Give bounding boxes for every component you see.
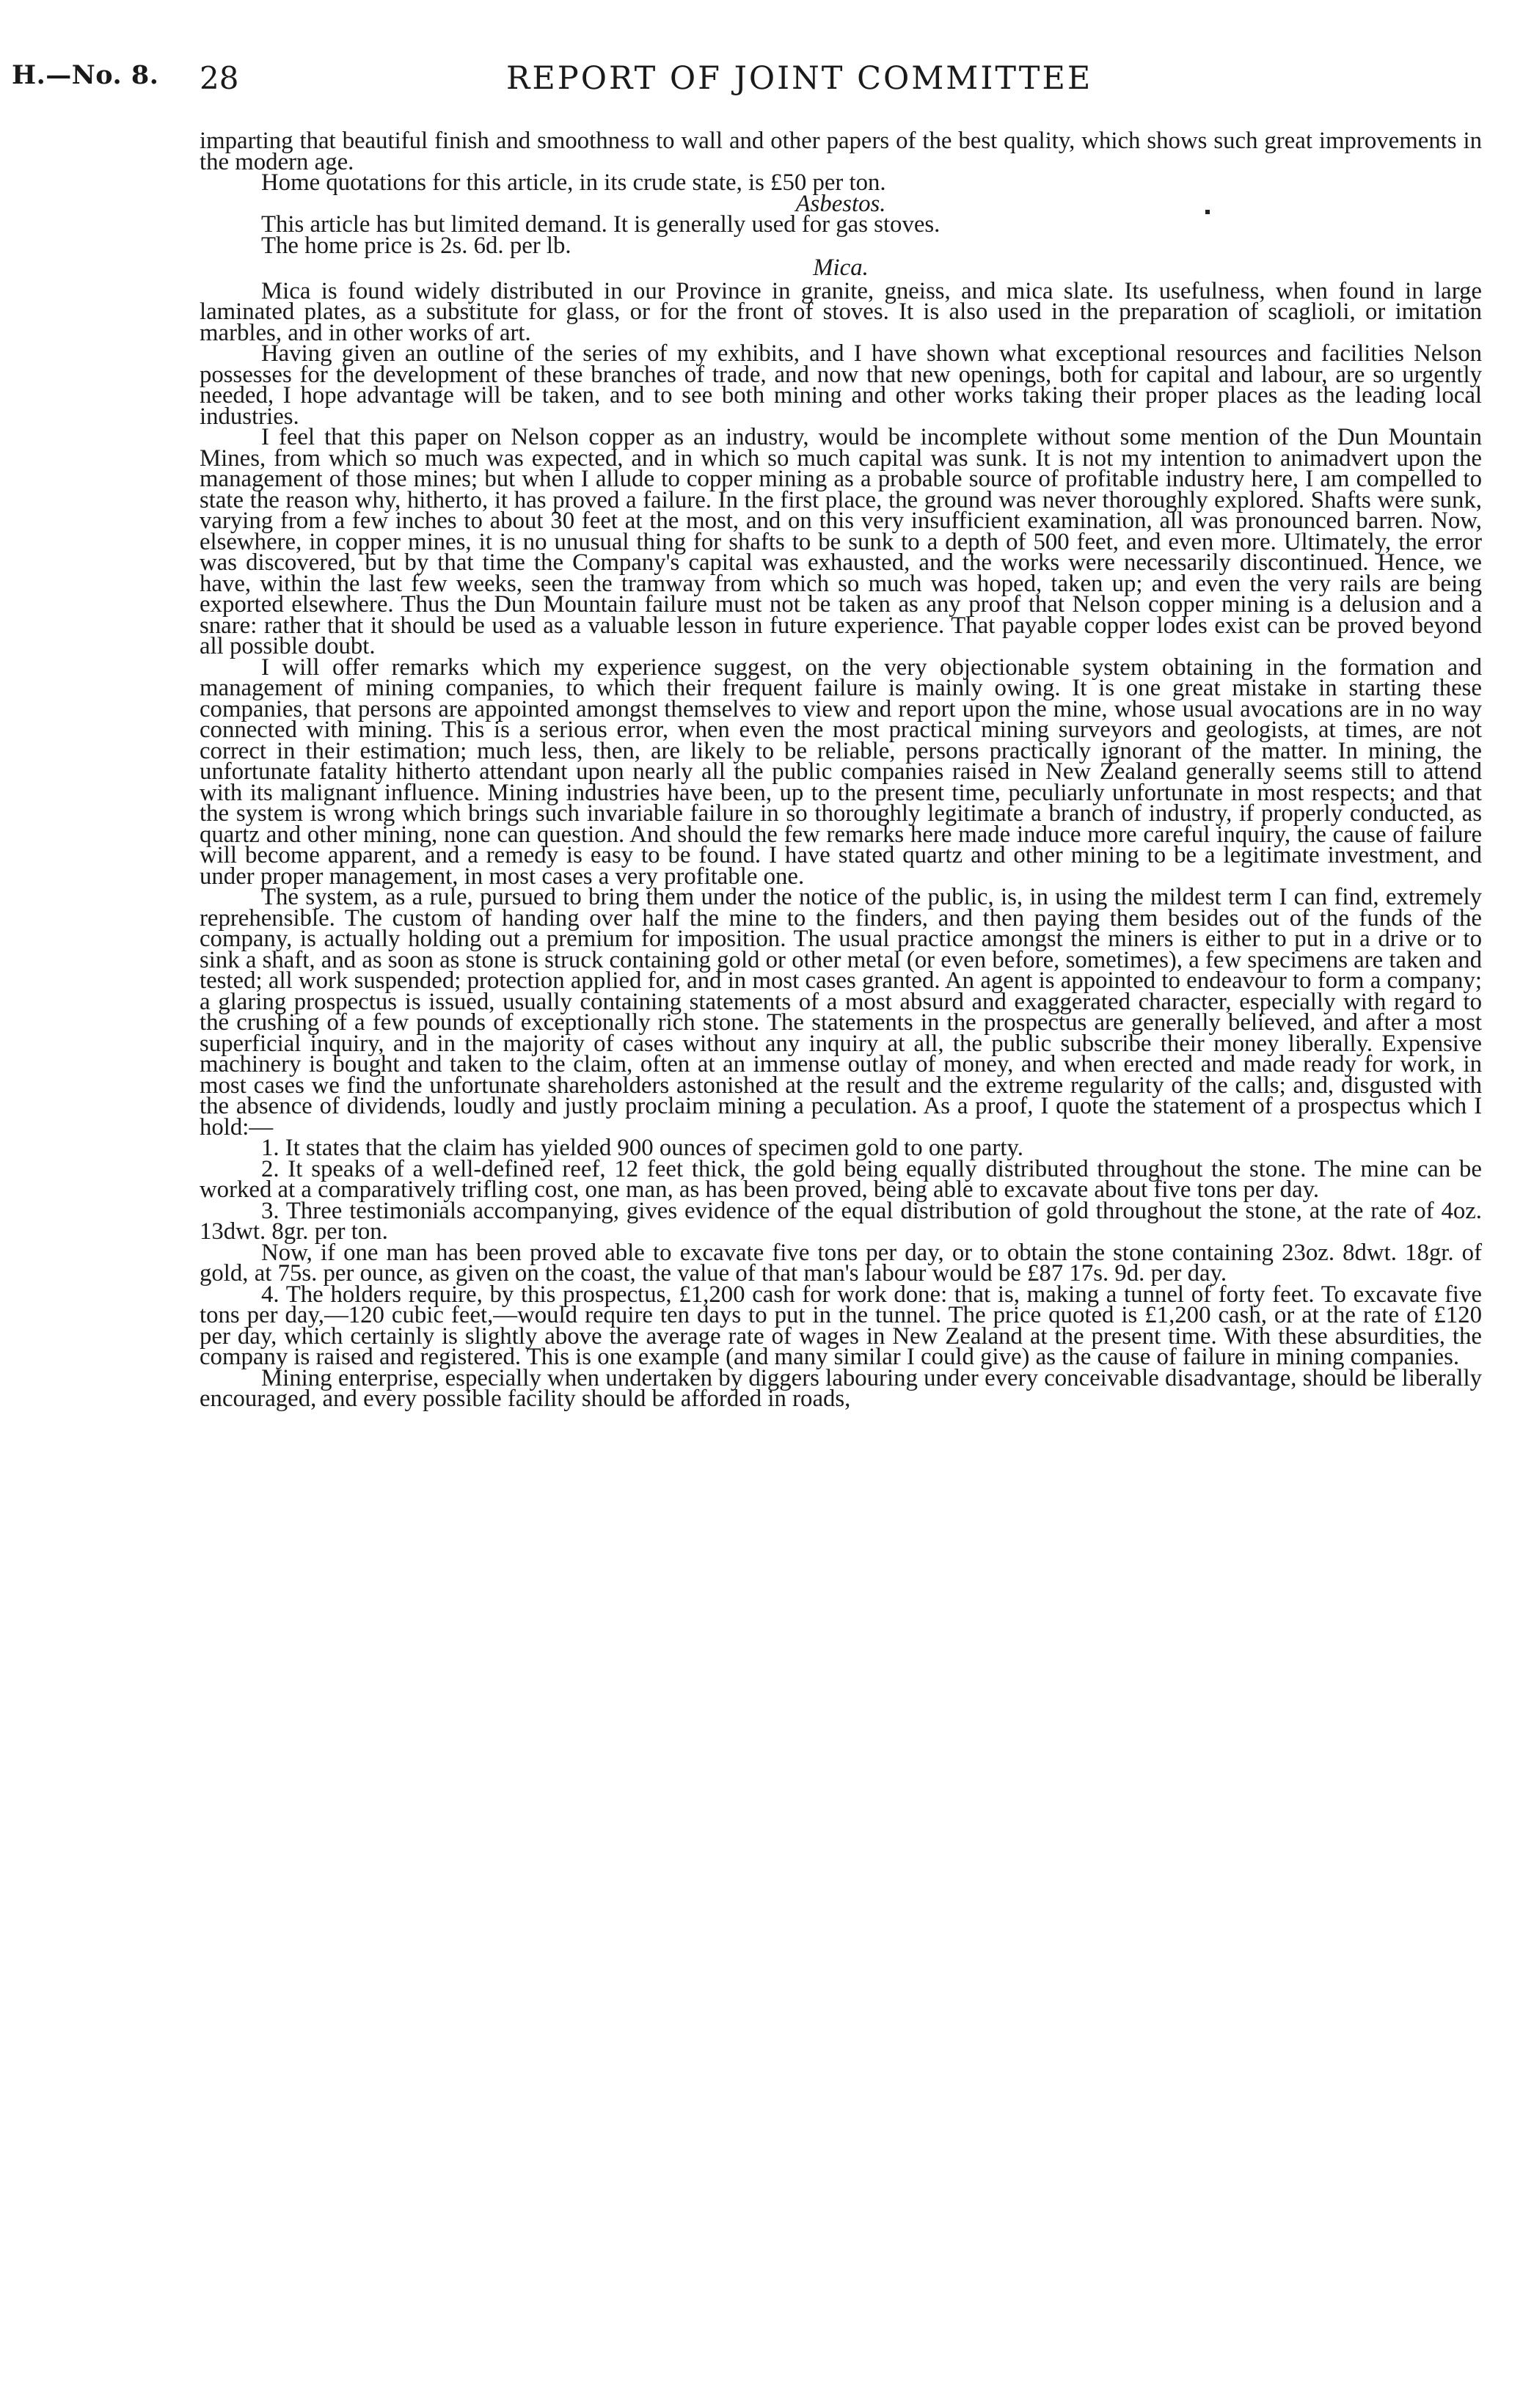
document-reference: H.—No. 8.	[12, 60, 159, 90]
paragraph: imparting that beautiful finish and smoothness to wall and other papers of the best quality, which shows such great improvements in the modern age.	[200, 128, 1482, 175]
page-number: 28	[200, 60, 239, 96]
paragraph: The home price is 2s. 6d. per lb.	[261, 232, 571, 259]
paragraph: The system, as a rule, pursued to bring them under the notice of the public, is, in using the mildest term I can find, extremely reprehensible. The custom of handing over half the mine to the finders, and then paying them besides out of the funds of the company, is actually holding out a premium for imposition. The usual practice amongst the miners is either to put in a drive or to sink a shaft, and as soon as stone is struck containing gold or other metal (or even before, sometimes), a few specimens are taken and tested; all work suspended; protection applied for, and in most cases granted. An agent is appointed to endeavour to form a company; a glaring prospectus is issued, usually containing statements of a most absurd and exaggerated character, especially with regard to the crushing of a few pounds of exceptionally rich stone. The statements in the prospectus are generally believed, and after a most superficial inquiry, and in the majority of cases without any inquiry at all, the public subscribe their money liberally. Expensive machinery is bought and taken to the claim, often at an immense outlay of money, and when erected and made ready for work, in most cases we find the unfortunate shareholders astonished at the result and the extreme regularity of the calls; and, disgusted with the absence of dividends, loudly and justly proclaim mining a peculation. As a proof, I quote the statement of a prospectus which I hold:—	[200, 884, 1482, 1141]
list-item: 1. It states that the claim has yielded 900 ounces of specimen gold to one party.	[261, 1135, 1023, 1161]
list-item: 4. The holders require, by this prospectus, £1,200 cash for work done: that is, making a tunnel of forty feet. To excavate five tons per day,—120 cubic feet,—would require ten days to put in the tunnel. The price quoted is £1,200 cash, or at the rate of £120 per day, which certainly is slightly above the average rate of wages in New Zealand at the present time. With these absurdities, the company is raised and registered. This is one example (and many similar I could give) as the cause of failure in mining companies.	[200, 1281, 1482, 1370]
paragraph: This article has but limited demand. It is generally used for gas stoves.	[261, 211, 941, 238]
paragraph: I will offer remarks which my experience suggest, on the very objectionable system obtaining in the formation and management of mining companies, to which their frequent failure is mainly owing. It is one great mistake in starting these companies, that persons are appointed amongst themselves to view and report upon the mine, whose usual avocations are in no way connected with mining. This is a serious error, when even the most practical mining surveyors and geologists, at times, are not correct in their estimation; much less, then, are likely to be reliable, persons practically ignorant of the matter. In mining, the unfortunate fatality hitherto attendant upon nearly all the public companies raised in New Zealand generally seems still to attend with its malignant influence. Mining industries have been, up to the present time, peculiarly unfortunate in most respects; and that the system is wrong which brings such invariable failure in so thoroughly legitimate a branch of industry, if properly conducted, as quartz and other mining, none can question. And should the few remarks here made induce more careful inquiry, the cause of failure will become apparent, and a remedy is easy to be found. I have stated quartz and other mining to be a legitimate investment, and under proper management, in most cases a very profitable one.	[200, 654, 1482, 890]
list-item: 2. It speaks of a well-defined reef, 12 feet thick, the gold being equally distributed throughout the stone. The mine can be worked at a comparatively trifling cost, one man, as has been proved, being able to excavate about five tons per day.	[200, 1155, 1482, 1203]
paragraph: Having given an outline of the series of my exhibits, and I have shown what exceptional resources and facilities Nelson possesses for the development of these branches of trade, and now that new openings, both for capital and labour, are so urgently needed, I hope advantage will be taken, and to see both mining and other works taking their proper places as the leading local industries.	[200, 340, 1482, 430]
list-item: 3. Three testimonials accompanying, gives evidence of the equal distribution of gold throughout the stone, at the rate of 4oz. 13dwt. 8gr. per ton.	[200, 1197, 1482, 1245]
section-heading-asbestos: Asbestos.	[795, 190, 886, 217]
paragraph: Mica is found widely distributed in our Province in granite, gneiss, and mica slate. Its usefulness, when found in large laminated plates, as a substitute for glass, or for the front of stoves. It is also used in the preparation of scaglioli, or imitation marbles, and in other works of art.	[200, 277, 1482, 346]
paragraph: Mining enterprise, especially when undertaken by diggers labouring under every conceivable disadvantage, should be liberally encouraged, and every possible facility should be afforded in roads,	[200, 1364, 1482, 1412]
section-heading-mica: Mica.	[813, 255, 869, 281]
paragraph: I feel that this paper on Nelson copper as an industry, would be incomplete without some mention of the Dun Mountain Mines, from which so much was expected, and in which so much capital was sunk. It is not my intention to animadvert upon the management of those mines; but when I allude to copper mining as a probable source of profitable industry here, I am compelled to state the reason why, hitherto, it has proved a failure. In the first place, the ground was never thoroughly explored. Shafts were sunk, varying from a few inches to about 30 feet at the most, and on this very insufficient examination, all was pronounced barren. Now, elsewhere, in copper mines, it is no unusual thing for shafts to be sunk to a depth of 500 feet, and even more. Ultimately, the error was discovered, but by that time the Company's capital was exhausted, and the works were necessarily discontinued. Hence, we have, within the last few weeks, seen the tramway from which so much was hoped, taken up; and even the very rails are being exported elsewhere. Thus the Dun Mountain failure must not be taken as any proof that Nelson copper mining is a delusion and a snare: rather that it should be used as a valuable lesson in future experience. That payable copper lodes exist can be proved beyond all possible doubt.	[200, 424, 1482, 659]
page-header	[0, 60, 1534, 104]
page-title: REPORT OF JOINT COMMITTEE	[506, 60, 1093, 97]
document-body	[200, 128, 1482, 1412]
paragraph: Now, if one man has been proved able to excavate five tons per day, or to obtain the stone containing 23oz. 8dwt. 18gr. of gold, at 75s. per ounce, as given on the coast, the value of that man's labour would be £87 17s. 9d. per day.	[200, 1239, 1482, 1287]
paragraph: Home quotations for this article, in its crude state, is £50 per ton.	[261, 169, 886, 196]
